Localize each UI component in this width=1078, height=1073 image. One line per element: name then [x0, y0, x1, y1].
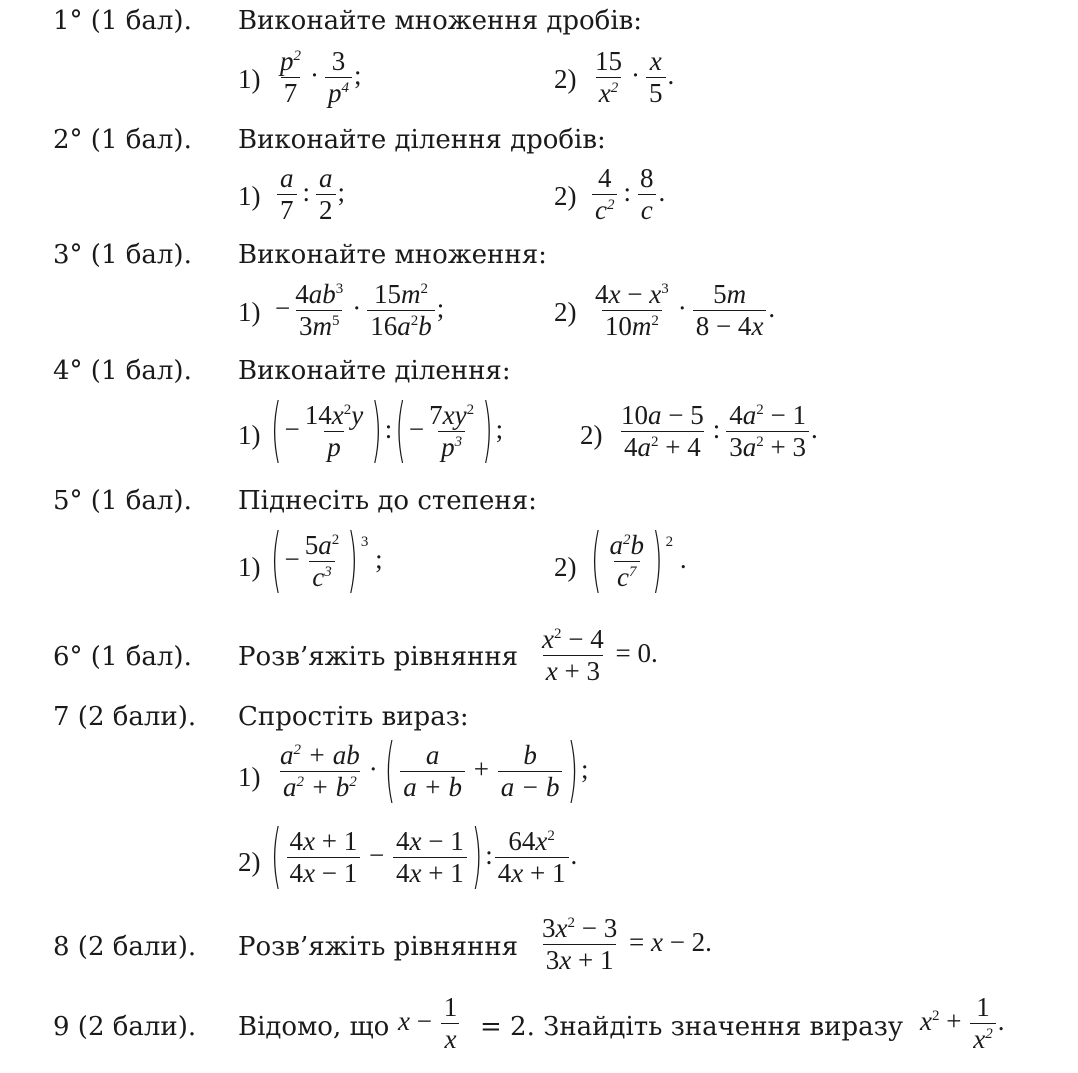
- task-2-part-2-label: 2): [554, 181, 577, 211]
- task-3-part-2-expr: $\frac{4x - x^3}{10m^2}$ · $\frac{5m}{8 - 4x}$ .: [595, 279, 776, 342]
- task-7-part-2-label: 2): [238, 847, 261, 877]
- task-4-part-1-expr: ( − $\frac{14x^2y}{p}$ ) : ( − $\frac{7xy^2}{p^3}$ ) ;: [271, 391, 504, 472]
- task-2-part-1-label: 1): [238, 181, 261, 211]
- task-9-expression: $x^2$ + $\frac{1}{x^2}$ .: [920, 992, 1005, 1055]
- task-9-text-2: = 2. Знайдіть значення виразу: [480, 1012, 904, 1042]
- task-6-equation: $\frac{x^2 - 4}{x + 3}$ = 0.: [542, 624, 658, 687]
- task-3-text: Виконайте множення:: [238, 240, 547, 270]
- task-8-equation: $\frac{3x^2 - 3}{3x + 1}$ = x − 2.: [542, 913, 712, 976]
- task-8-text: Розв’яжіть рівняння: [238, 932, 519, 962]
- task-9-text: Відомо, що: [238, 1012, 390, 1042]
- task-7-part-1-expr: $\frac{a^2 + ab}{a^2 + b^2}$ · ( $\frac{a}{a + b}$ + $\frac{b}{a - b}$ ) ;: [280, 731, 589, 812]
- task-1-text: Виконайте множення дробів:: [238, 6, 643, 36]
- task-8-number: 8 (2 бали).: [53, 932, 197, 962]
- task-5-number: 5° (1 бал).: [53, 486, 192, 516]
- task-3-part-1-label: 1): [238, 297, 261, 327]
- task-2-part-1-expr: $\frac{a}{7}$ : $\frac{a}{2}$ ;: [275, 163, 345, 226]
- task-2-part-2-expr: $\frac{4}{c^2}$ : $\frac{8}{c}$ .: [590, 163, 665, 226]
- task-4-text: Виконайте ділення:: [238, 356, 511, 386]
- task-1-part-2-expr: $\frac{15}{x^2}$ · $\frac{x}{5}$ .: [595, 46, 675, 109]
- task-9-condition: x − $\frac{1}{x}$: [398, 992, 462, 1055]
- task-1-part-2-label: 2): [554, 64, 577, 94]
- task-2-text: Виконайте ділення дробів:: [238, 125, 606, 155]
- task-5-text: Піднесіть до степеня:: [238, 486, 537, 516]
- task-7-part-1-label: 1): [238, 762, 261, 792]
- task-6-number: 6° (1 бал).: [53, 642, 192, 672]
- task-7-part-2-expr: ( $\frac{4x + 1}{4x - 1}$ − $\frac{4x - 1}{4x + 1}$ ) : $\frac{64x^2}{4x + 1}$ .: [271, 817, 578, 898]
- task-4-part-1-label: 1): [238, 420, 261, 450]
- task-3-part-1-expr: − $\frac{4ab^3}{3m^5}$ · $\frac{15m^2}{16a^2b}$ ;: [275, 279, 445, 342]
- task-7-number: 7 (2 бали).: [53, 702, 197, 732]
- task-5-part-1-label: 1): [238, 552, 261, 582]
- task-2-number: 2° (1 бал).: [53, 125, 192, 155]
- task-1-part-1-label: 1): [238, 64, 261, 94]
- task-1-number: 1° (1 бал).: [53, 6, 192, 36]
- task-4-part-2-expr: $\frac{10a - 5}{4a^2 + 4}$ : $\frac{4a^2 - 1}{3a^2 + 3}$ .: [621, 400, 818, 463]
- task-1-part-1-expr: $\frac{p^2}{7}$ · $\frac{3}{p^4}$ ;: [280, 46, 362, 109]
- task-6-text: Розв’яжіть рівняння: [238, 642, 519, 672]
- task-5-part-2-label: 2): [554, 552, 577, 582]
- task-5-part-2-expr: ( $\frac{a^2b}{c^7}$ ) $^2$ .: [591, 521, 687, 602]
- task-3-part-2-label: 2): [554, 297, 577, 327]
- task-4-number: 4° (1 бал).: [53, 356, 192, 386]
- task-7-text: Спростіть вираз:: [238, 702, 469, 732]
- task-3-number: 3° (1 бал).: [53, 240, 192, 270]
- task-4-part-2-label: 2): [580, 420, 603, 450]
- task-9-number: 9 (2 бали).: [53, 1012, 197, 1042]
- task-5-part-1-expr: ( − $\frac{5a^2}{c^3}$ ) $^3$ ;: [271, 521, 383, 602]
